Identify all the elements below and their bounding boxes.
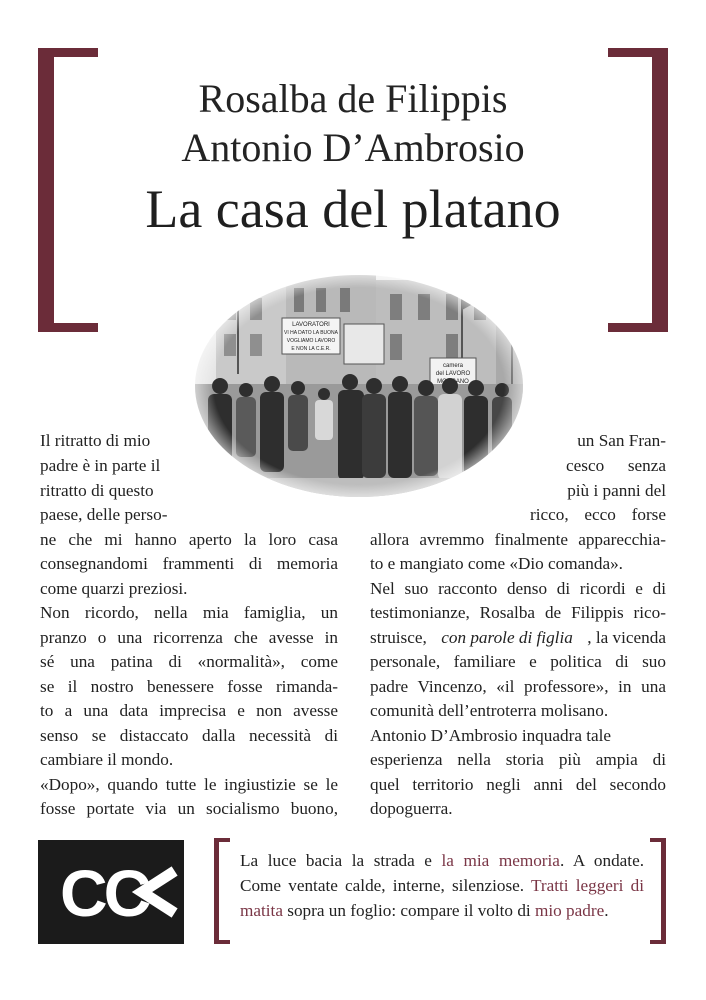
left-text-line: consegnandomi frammenti di memoria bbox=[40, 554, 338, 573]
quote-text: . bbox=[604, 901, 609, 920]
left-text-line: cambiare il mondo. bbox=[40, 750, 174, 769]
left-text-line: ne che mi hanno aperto la loro casa bbox=[40, 530, 338, 549]
left-text-line: ritratto di questo bbox=[40, 481, 154, 500]
left-text-line: come quarzi preziosi. bbox=[40, 579, 188, 598]
right-text-line: esperienza nella storia più ampia di bbox=[370, 750, 666, 769]
left-text-line: to a una data imprecisa e non avesse bbox=[40, 701, 338, 720]
right-quote-bracket bbox=[650, 838, 666, 944]
right-text-line: ricco, ecco forse bbox=[530, 505, 666, 524]
logo-mark bbox=[38, 840, 184, 944]
left-text-line: sé una patina di «normalità», come bbox=[40, 652, 338, 671]
right-text-line: Antonio D’Ambrosio inquadra tale bbox=[370, 726, 612, 745]
left-text-line: Il ritratto di mio bbox=[40, 431, 151, 450]
left-text-line: Non ricordo, nella mia famiglia, un bbox=[40, 603, 338, 622]
right-text-line: allora avremmo finalmente apparecchia- bbox=[370, 530, 666, 549]
left-quote-bracket bbox=[214, 838, 230, 944]
author-name-2: Antonio D’Ambrosio bbox=[181, 125, 525, 170]
quote-highlight: Tratti leggeri di bbox=[530, 876, 644, 895]
right-text-line: padre Vincenzo, «il professore», in una bbox=[370, 677, 666, 696]
left-text-line: fosse portate via un socialismo buono, bbox=[40, 799, 338, 818]
left-text-line: padre è in parte il bbox=[40, 456, 161, 475]
left-text-line: se il nostro benessere fosse rimanda- bbox=[40, 677, 338, 696]
quote-highlight: mio padre bbox=[535, 901, 605, 920]
quote-text: . A ondate. bbox=[559, 851, 645, 870]
publisher-logo bbox=[38, 840, 184, 944]
quote-highlight: matita bbox=[240, 901, 283, 920]
right-text-line: to e mangiato come «Dio comanda». bbox=[370, 554, 623, 573]
quote-highlight: la mia memoria bbox=[441, 851, 560, 870]
text-fragment: , la vicenda bbox=[587, 628, 666, 647]
text-fragment: struisce, bbox=[370, 628, 427, 647]
right-text-line: cesco senza bbox=[566, 456, 666, 475]
italic-phrase: con parole di figlia bbox=[441, 628, 573, 647]
right-text-line: più i panni del bbox=[567, 481, 666, 500]
quote-line-1 bbox=[240, 848, 644, 873]
left-text-line: paese, delle perso- bbox=[40, 505, 168, 524]
quote-text: La luce bacia la strada e bbox=[240, 851, 442, 870]
left-text-line: «Dopo», quando tutte le ingiustizie se le bbox=[40, 775, 338, 794]
right-text-line: personale, familiare e politica di suo bbox=[370, 652, 666, 671]
cover-photo bbox=[194, 274, 524, 498]
quote-text: Come ventate calde, interne, silenziose. bbox=[240, 876, 531, 895]
left-text-line: pranzo o una ricorrenza che avesse in bbox=[40, 628, 338, 647]
right-text-line: Nel suo racconto denso di ricordi e di bbox=[370, 579, 666, 598]
left-text-line: senso se distaccato dalla necessità di bbox=[40, 726, 338, 745]
author-name-1: Rosalba de Filippis bbox=[198, 76, 508, 121]
logo-text: CC bbox=[60, 856, 148, 930]
quote-line-2 bbox=[240, 873, 644, 898]
right-text-line: dopoguerra. bbox=[370, 799, 453, 818]
right-text-line: testimonianze, Rosalba de Filippis rico- bbox=[370, 603, 666, 622]
book-title: La casa del platano bbox=[145, 179, 561, 239]
pull-quote bbox=[240, 848, 644, 923]
quote-line-3 bbox=[240, 898, 644, 923]
right-text-line-italic bbox=[370, 626, 666, 651]
quote-text: sopra un foglio: compare il volto di bbox=[282, 901, 535, 920]
right-text-line: un San Fran- bbox=[577, 431, 666, 450]
right-text-line: quel territorio negli anni del secondo bbox=[370, 775, 666, 794]
right-text-line: comunità dell’entroterra molisano. bbox=[370, 701, 609, 720]
